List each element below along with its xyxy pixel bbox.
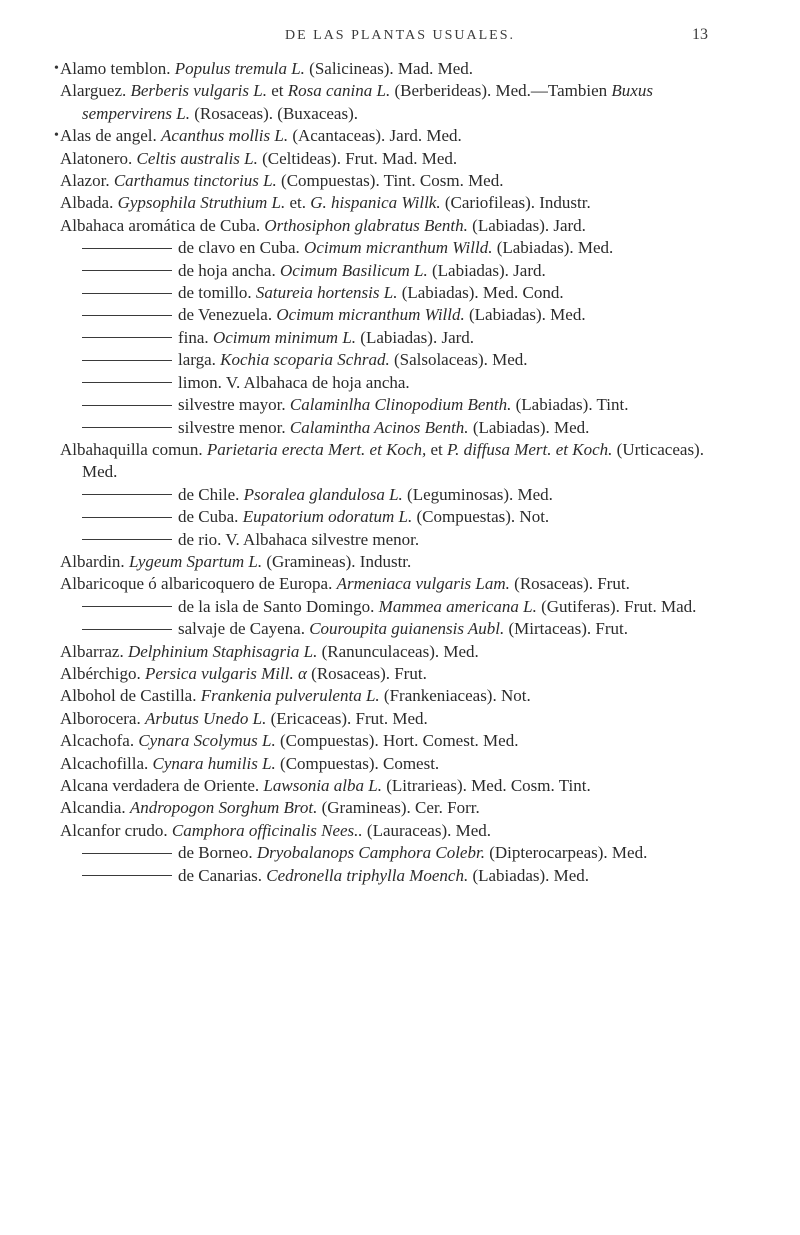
scientific-name: Gypsophila Struthium L.: [117, 193, 286, 213]
glossary-entry: [60, 573, 740, 595]
glossary-entry: [60, 170, 740, 192]
entry-list: [54, 58, 740, 887]
family-and-uses: (Dipterocarpeas). Med.: [489, 843, 648, 863]
glossary-entry: [60, 484, 740, 506]
family-and-uses: (Labiadas). Jard.: [472, 215, 586, 235]
ditto-dash: [82, 875, 172, 876]
scientific-name: Celtis australis L.: [136, 148, 258, 168]
running-title: DE LAS PLANTAS USUALES.: [284, 28, 515, 43]
conjunction: et: [271, 81, 284, 101]
family-and-uses: (Labiadas). Med.: [469, 305, 586, 325]
family-and-uses: (Compuestas). Hort. Comest. Med.: [280, 731, 519, 751]
ditto-dash: [82, 337, 172, 338]
conjunction: et.: [289, 193, 307, 213]
glossary-entry: [60, 192, 740, 214]
scientific-name: Dryobalanops Camphora Colebr.: [256, 843, 485, 863]
family-and-uses: (Labiadas). Med.: [472, 417, 590, 437]
scientific-name: Orthosiphon glabratus Benth.: [264, 215, 468, 235]
common-name: silvestre menor.: [178, 417, 286, 437]
family-and-uses: (Lauraceas). Med.: [366, 820, 492, 840]
family-and-uses: (Leguminosas). Med.: [407, 484, 553, 504]
ditto-dash: [82, 248, 172, 249]
common-name: Albahaca aromática de Cuba.: [60, 215, 261, 235]
glossary-entry: [60, 551, 740, 573]
common-name: de rio.: [178, 529, 222, 549]
scientific-name: Andropogon Sorghum Brot.: [129, 798, 318, 818]
family-and-uses: (Celtideas). Frut. Mad. Med.: [262, 148, 458, 168]
common-name: de clavo en Cuba.: [178, 238, 300, 258]
common-name: Alatonero.: [60, 148, 133, 168]
glossary-entry: [60, 596, 740, 618]
scientific-name: Cynara Scolymus L.: [138, 731, 276, 751]
scientific-name: Calamintha Acinos Benth.: [289, 417, 469, 437]
common-name: Albérchigo.: [60, 663, 141, 683]
scientific-name: Buxus sempervirens L.: [82, 81, 653, 123]
glossary-entry: [60, 820, 740, 842]
glossary-entry: [60, 618, 740, 640]
family-and-uses: (Compuestas). Not.: [416, 507, 550, 527]
common-name: Alarguez.: [60, 81, 127, 101]
glossary-entry: [54, 125, 740, 147]
common-name: de tomillo.: [178, 283, 252, 303]
scientific-name: Couroupita guianensis Aubl.: [309, 619, 505, 639]
glossary-entry: [60, 842, 740, 864]
common-name: Albada.: [60, 193, 114, 213]
glossary-entry: [60, 865, 740, 887]
common-name: Albaricoque ó albaricoquero de Europa.: [60, 574, 333, 594]
common-name: de Chile.: [178, 484, 240, 504]
family-and-uses: (Ericaceas). Frut. Med.: [270, 708, 428, 728]
common-name: larga.: [178, 350, 216, 370]
family-and-uses: (Gramineas). Cer. Forr.: [321, 798, 480, 818]
scientific-name: Kochia scoparia Schrad.: [220, 350, 390, 370]
common-name: Alcana verdadera de Oriente.: [60, 776, 260, 795]
ditto-dash: [82, 853, 172, 854]
common-name: Alborocera.: [60, 708, 141, 728]
glossary-entry: [60, 148, 740, 170]
glossary-entry: [60, 215, 740, 237]
family-and-uses: (Gutiferas). Frut. Mad.: [541, 596, 697, 616]
conjunction: et: [430, 439, 443, 459]
common-name: Alamo temblon.: [60, 59, 171, 78]
family-and-uses: (Labiadas). Jard.: [360, 327, 475, 347]
glossary-entry: [60, 529, 740, 551]
ditto-dash: [82, 517, 172, 518]
family-and-uses: (Rosaceas). Frut.: [514, 574, 630, 594]
family-and-uses: (Gramineas). Industr.: [266, 551, 412, 571]
scientific-name: Camphora officinalis Nees..: [171, 820, 363, 840]
scientific-name: Delphinium Staphisagria L.: [127, 641, 318, 661]
family-and-uses: (Labiadas). Med. Cond.: [401, 283, 564, 303]
scientific-name: Ocimum micranthum Willd.: [276, 305, 465, 325]
common-name: de Venezuela.: [178, 305, 273, 325]
entry-bullet: •: [54, 128, 59, 144]
scientific-name: Ocimum Basilicum L.: [279, 260, 428, 280]
glossary-entry: [60, 797, 740, 819]
family-and-uses: (Labiadas). Tint.: [515, 395, 629, 415]
scientific-name: Lawsonia alba L.: [263, 776, 382, 795]
ditto-dash: [82, 405, 172, 406]
glossary-entry: [60, 775, 740, 797]
scientific-name: Armeniaca vulgaris Lam.: [336, 574, 510, 594]
ditto-dash: [82, 427, 172, 428]
family-and-uses: (Rosaceas).: [194, 103, 274, 123]
common-name: de Borneo.: [178, 843, 253, 863]
family-and-uses: (Rosaceas). Frut.: [311, 663, 427, 683]
family-and-uses: (Mirtaceas). Frut.: [508, 619, 628, 639]
scientific-name: Ocimum minimum L.: [212, 327, 357, 347]
common-name: Albohol de Castilla.: [60, 686, 197, 706]
common-name: de Canarias.: [178, 865, 263, 885]
glossary-entry: [60, 685, 740, 707]
common-name: Alazor.: [60, 171, 110, 191]
ditto-dash: [82, 270, 172, 271]
scientific-name: Frankenia pulverulenta L.: [200, 686, 380, 706]
scientific-name: Lygeum Spartum L.: [128, 551, 263, 571]
scientific-name: Mammea americana L.: [378, 596, 537, 616]
common-name: Alcachofilla.: [60, 753, 149, 773]
ditto-dash: [82, 315, 172, 316]
glossary-entry: [60, 237, 740, 259]
ditto-dash: [82, 293, 172, 294]
family-and-uses: (Acantaceas). Jard. Med.: [292, 126, 462, 146]
scientific-name: Satureia hortensis L.: [255, 283, 398, 303]
scientific-name: Acanthus mollis L.: [161, 126, 289, 146]
glossary-entry: [60, 372, 740, 394]
scientific-name: Carthamus tinctorius L.: [113, 171, 277, 191]
glossary-entry: [60, 753, 740, 775]
scientific-name: Persica vulgaris Mill. α: [144, 663, 307, 683]
glossary-entry: [60, 417, 740, 439]
ditto-dash: [82, 629, 172, 630]
family-and-uses: (Urticaceas). Med.: [82, 439, 704, 482]
glossary-entry: [60, 730, 740, 752]
family-and-uses: (Ranunculaceas). Med.: [321, 641, 479, 661]
family-and-uses: V. Albahaca silvestre menor.: [225, 529, 420, 549]
ditto-dash: [82, 539, 172, 540]
common-name: silvestre mayor.: [178, 395, 286, 415]
scientific-name: Cynara humilis L.: [152, 753, 276, 773]
common-name: de Cuba.: [178, 507, 239, 527]
scientific-name: Populus tremula L.: [174, 59, 305, 78]
scientific-name: Parietaria erecta Mert. et Koch,: [206, 439, 427, 459]
family-and-uses: (Labiadas). Jard.: [432, 260, 546, 280]
common-name: Alcandia.: [60, 798, 126, 818]
entry-bullet: •: [54, 61, 59, 76]
common-name: Alcanfor crudo.: [60, 820, 168, 840]
glossary-entry: [60, 80, 740, 125]
common-name: Albarraz.: [60, 641, 124, 661]
glossary-entry: [60, 506, 740, 528]
glossary-entry: [54, 58, 740, 80]
common-name: fina.: [178, 327, 209, 347]
common-name: limon.: [178, 372, 222, 392]
glossary-entry: [60, 349, 740, 371]
scientific-name: Eupatorium odoratum L.: [242, 507, 413, 527]
ditto-dash: [82, 360, 172, 361]
common-name: Alas de angel.: [60, 126, 157, 146]
glossary-entry: [60, 327, 740, 349]
family-and-uses: (Cariofileas). Industr.: [444, 193, 591, 213]
common-name: de hoja ancha.: [178, 260, 276, 280]
family-and-uses: (Berberideas). Med.—Tambien: [394, 81, 608, 101]
glossary-entry: [60, 641, 740, 663]
scientific-name: P. diffusa Mert. et Koch.: [446, 439, 613, 459]
scientific-name: Arbutus Unedo L.: [144, 708, 267, 728]
common-name: Albahaquilla comun.: [60, 439, 203, 459]
glossary-entry: [60, 663, 740, 685]
common-name: salvaje de Cayena.: [178, 619, 305, 639]
family-and-uses: (Compuestas). Comest.: [280, 753, 440, 773]
scientific-name: Ocimum micranthum Willd.: [304, 238, 493, 258]
glossary-entry: [60, 394, 740, 416]
family-and-uses: (Salsolaceas). Med.: [393, 350, 528, 370]
common-name: de la isla de Santo Domingo.: [178, 596, 375, 616]
scientific-name: Berberis vulgaris L.: [130, 81, 267, 101]
family-and-uses: (Labiadas). Med.: [472, 865, 590, 885]
scientific-name: Calaminlha Clinopodium Benth.: [289, 395, 512, 415]
glossary-entry: [60, 439, 740, 484]
glossary-entry: [60, 260, 740, 282]
glossary-entry: [60, 282, 740, 304]
glossary-entry: [60, 304, 740, 326]
common-name: Alcachofa.: [60, 731, 135, 751]
page-number: 13: [692, 26, 708, 43]
ditto-dash: [82, 606, 172, 607]
scientific-name: Psoralea glandulosa L.: [243, 484, 403, 504]
family-and-uses: (Labiadas). Med.: [496, 238, 614, 258]
family-and-uses: (Compuestas). Tint. Cosm. Med.: [281, 171, 504, 191]
common-name: Albardin.: [60, 551, 125, 571]
scientific-name: G. hispanica Willk.: [310, 193, 441, 213]
family-and-uses: (Litrarieas). Med. Cosm. Tint.: [386, 776, 591, 795]
scientific-name: Cedronella triphylla Moench.: [266, 865, 469, 885]
family-and-uses: V. Albahaca de hoja ancha.: [225, 372, 410, 392]
family-and-uses: (Frankeniaceas). Not.: [383, 686, 531, 706]
ditto-dash: [82, 382, 172, 383]
scientific-name: Rosa canina L.: [287, 81, 391, 101]
ditto-dash: [82, 494, 172, 495]
glossary-entry: [60, 708, 740, 730]
family-and-uses: (Salicineas). Mad. Med.: [309, 59, 473, 78]
family-and-uses: (Buxaceas).: [277, 103, 359, 123]
